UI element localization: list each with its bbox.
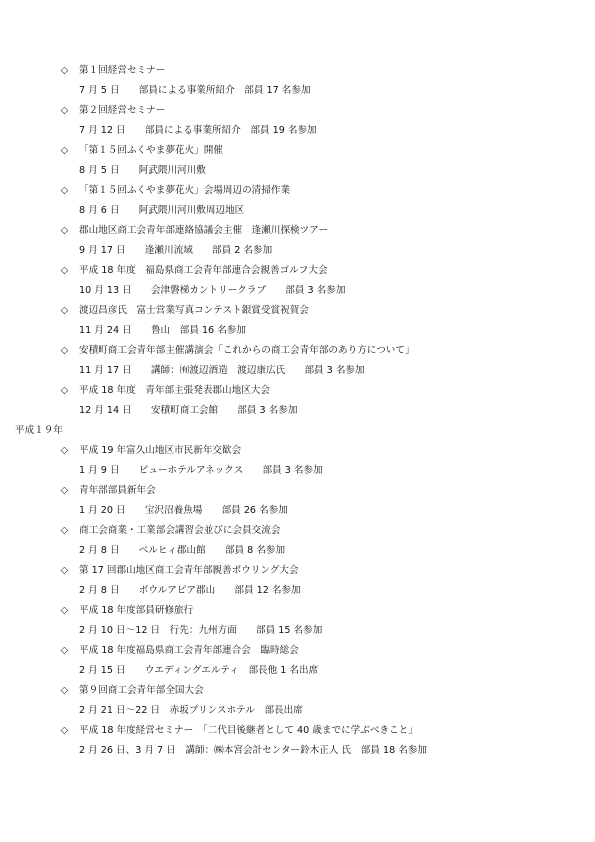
list-item: [0, 686, 595, 726]
activity-detail: 7 月 5 日 部員による事業所紹介 部員 17 名参加: [79, 85, 311, 96]
activity-title: 第２回経営セミナー: [79, 105, 166, 116]
activity-title: 平成 18 年度部員研修旅行: [79, 605, 194, 616]
list-item: [0, 346, 595, 386]
list-item: [0, 386, 595, 426]
diamond-bullet-icon: ◇: [60, 105, 69, 116]
diamond-bullet-icon: ◇: [60, 565, 69, 576]
activity-detail: 2 月 10 日～12 日 行先：九州方面 部員 15 名参加: [79, 625, 323, 636]
activity-section-h19: [0, 446, 595, 766]
list-item: [0, 446, 595, 486]
activity-detail: 9 月 17 日 逢瀬川流域 部員 2 名参加: [79, 245, 273, 256]
list-item: [0, 146, 595, 186]
activity-detail: 2 月 8 日 ボウルアピア郡山 部員 12 名参加: [79, 585, 301, 596]
activity-section-continued: [0, 66, 595, 426]
diamond-bullet-icon: ◇: [60, 305, 69, 316]
activity-title: 青年部部員新年会: [79, 485, 156, 496]
activity-detail: 2 月 15 日 ウエディングエルティ 部長他 1 名出席: [79, 665, 319, 676]
activity-title: 第９回商工会青年部全国大会: [79, 685, 204, 696]
activity-title: 「第１５回ふくやま夢花火」開催: [79, 145, 223, 156]
activity-detail: 2 月 26 日、3 月 7 日 講師：㈱本宮会計センター鈴木正人 氏 部員 18 名参加: [79, 745, 428, 756]
diamond-bullet-icon: ◇: [60, 225, 69, 236]
activity-title: 平成 18 年度経営セミナー 「二代目後継者として 40 歳までに学ぶべきこと」: [79, 725, 418, 736]
activity-title: 第 17 回郡山地区商工会青年部親善ボウリング大会: [79, 565, 299, 576]
diamond-bullet-icon: ◇: [60, 605, 69, 616]
list-item: [0, 726, 595, 766]
list-item: [0, 646, 595, 686]
activity-title: 第１回経営セミナー: [79, 65, 166, 76]
list-item: [0, 106, 595, 146]
list-item: [0, 226, 595, 266]
activity-detail: 7 月 12 日 部員による事業所紹介 部員 19 名参加: [79, 125, 317, 136]
diamond-bullet-icon: ◇: [60, 725, 69, 736]
activity-title: 渡辺昌彦氏 富士営業写真コンテスト銀賞受賞祝賀会: [79, 305, 309, 316]
activity-detail: 2 月 8 日 ベルヒィ郡山館 部員 8 名参加: [79, 545, 286, 556]
list-item: [0, 186, 595, 226]
activity-detail: 8 月 5 日 阿武隈川河川敷: [79, 165, 206, 176]
diamond-bullet-icon: ◇: [60, 685, 69, 696]
activity-title: 安積町商工会青年部主催講演会「これからの商工会青年部のあり方について」: [79, 345, 415, 356]
list-item: [0, 66, 595, 106]
activity-detail: 2 月 21 日～22 日 赤坂プリンスホテル 部長出席: [79, 705, 303, 716]
activity-detail: 8 月 6 日 阿武隈川河川敷周辺地区: [79, 205, 245, 216]
diamond-bullet-icon: ◇: [60, 65, 69, 76]
activity-detail: 10 月 13 日 会津磐梯カントリークラブ 部員 3 名参加: [79, 285, 346, 296]
list-item: [0, 566, 595, 606]
activity-title: 平成 18 年度 青年部主張発表郡山地区大会: [79, 385, 270, 396]
diamond-bullet-icon: ◇: [60, 525, 69, 536]
diamond-bullet-icon: ◇: [60, 485, 69, 496]
list-item: [0, 266, 595, 306]
activity-detail: 12 月 14 日 安積町商工会館 部員 3 名参加: [79, 405, 298, 416]
activity-title: 「第１５回ふくやま夢花火」会場周辺の清掃作業: [79, 185, 291, 196]
activity-title: 平成 18 年度 福島県商工会青年部連合会親善ゴルフ大会: [79, 265, 328, 276]
list-item: [0, 486, 595, 526]
diamond-bullet-icon: ◇: [60, 445, 69, 456]
diamond-bullet-icon: ◇: [60, 185, 69, 196]
activity-title: 平成 19 年富久山地区市民新年交歓会: [79, 445, 242, 456]
activity-detail: 11 月 17 日 講師：㈲渡辺酒造 渡辺康広氏 部員 3 名参加: [79, 365, 365, 376]
list-item: [0, 526, 595, 566]
year-heading: 平成１９年: [15, 425, 63, 436]
activity-detail: 1 月 9 日 ビューホテルアネックス 部員 3 名参加: [79, 465, 323, 476]
list-item: [0, 306, 595, 346]
diamond-bullet-icon: ◇: [60, 345, 69, 356]
diamond-bullet-icon: ◇: [60, 145, 69, 156]
list-item: [0, 606, 595, 646]
diamond-bullet-icon: ◇: [60, 265, 69, 276]
activity-title: 商工会商業・工業部会講習会並びに会員交流会: [79, 525, 281, 536]
activity-title: 平成 18 年度福島県商工会青年部連合会 臨時総会: [79, 645, 299, 656]
diamond-bullet-icon: ◇: [60, 645, 69, 656]
activity-detail: 1 月 20 日 宝沢沼養魚場 部員 26 名参加: [79, 505, 288, 516]
activity-title: 郡山地区商工会青年部連絡協議会主催 逢瀬川探検ツアー: [79, 225, 329, 236]
diamond-bullet-icon: ◇: [60, 385, 69, 396]
activity-detail: 11 月 24 日 鲁山 部員 16 名参加: [79, 325, 246, 336]
